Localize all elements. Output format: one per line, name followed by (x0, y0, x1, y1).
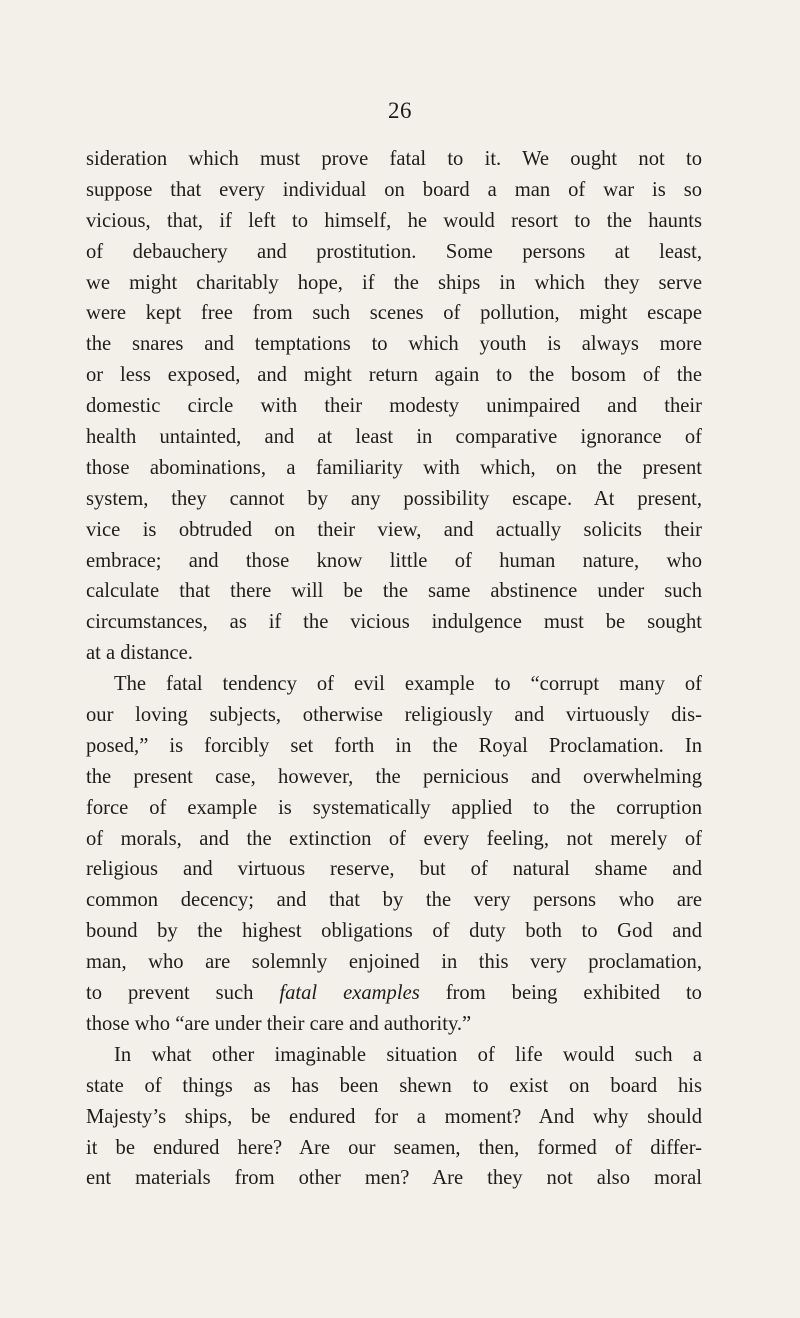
text-line: our loving subjects, otherwise religiously and virtuously dis- (86, 704, 702, 727)
text-line: force of example is systematically applied to the corruption (86, 796, 702, 819)
text-segment: from being exhibited to (445, 982, 702, 1005)
text-line: religious and virtuous reserve, but of natural shame and (86, 858, 702, 881)
text-line: common decency; and that by the very persons who are (86, 889, 702, 912)
text-line-with-italics (86, 978, 702, 1009)
text-line: suppose that every individual on board a man of war is so (86, 178, 702, 201)
text-line: vicious, that, if left to himself, he would resort to the haunts (86, 209, 702, 232)
paragraph-start-line: The fatal tendency of evil example to “corrupt many of (114, 673, 702, 696)
page-number: 26 (388, 98, 412, 123)
text-line: of morals, and the extinction of every feeling, not merely of (86, 827, 702, 850)
text-line: sideration which must prove fatal to it. We ought not to (86, 148, 702, 170)
text-line: those abominations, a familiarity with which, on the present (86, 456, 702, 479)
text-line: or less exposed, and might return again to the bosom of the (86, 364, 702, 387)
page-body (86, 144, 702, 1194)
paragraph-start-line: In what other imaginable situation of life would such a (114, 1043, 702, 1066)
text-line: health untainted, and at least in comparative ignorance of (86, 426, 702, 449)
text-line: state of things as has been shewn to exist on board his (86, 1074, 702, 1097)
text-line: were kept free from such scenes of pollution, might escape (86, 302, 702, 325)
text-line: system, they cannot by any possibility escape. At present, (86, 487, 702, 510)
text-line: the snares and temptations to which youth is always more (86, 333, 702, 356)
text-line: man, who are solemnly enjoined in this very proclamation, (86, 951, 702, 974)
text-line: bound by the highest obligations of duty both to God and (86, 920, 702, 943)
text-line: calculate that there will be the same abstinence under such (86, 580, 702, 603)
text-line: domestic circle with their modesty unimpaired and their (86, 395, 702, 418)
text-line: posed,” is forcibly set forth in the Royal Proclamation. In (86, 734, 702, 757)
text-line: of debauchery and prostitution. Some persons at least, (86, 240, 702, 263)
text-line: those who “are under their care and authority.” (86, 1012, 472, 1035)
text-line: at a distance. (86, 642, 193, 665)
text-segment: to prevent such (86, 982, 254, 1005)
text-line: Majesty’s ships, be endured for a moment? And why should (86, 1105, 702, 1128)
text-line: ent materials from other men? Are they not also moral (86, 1167, 702, 1190)
text-line: vice is obtruded on their view, and actually solicits their (86, 518, 702, 541)
text-line: the present case, however, the pernicious and overwhelming (86, 765, 702, 788)
text-line: it be endured here? Are our seamen, then, formed of differ- (86, 1136, 702, 1159)
italic-phrase: fatal examples (279, 982, 420, 1005)
text-line: circumstances, as if the vicious indulgence must be sought (86, 611, 702, 634)
text-line: we might charitably hope, if the ships in which they serve (86, 271, 702, 294)
text-line: embrace; and those know little of human nature, who (86, 549, 702, 572)
